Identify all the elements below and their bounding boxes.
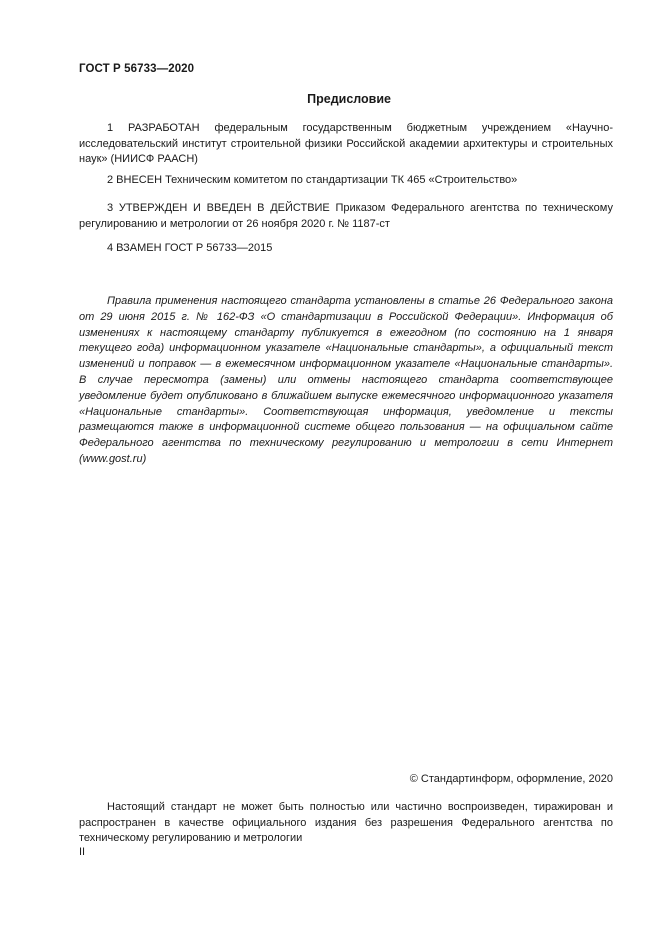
preface-item-text: 3 УТВЕРЖДЕН И ВВЕДЕН В ДЕЙСТВИЕ Приказом Федерального агентства по техническому регулированию и метрологии от 26 ноября 2020 г. № 1187-ст: [79, 202, 613, 230]
application-notice-text: Правила применения настоящего стандарта установлены в статье 26 Федерального закона от 29 июня 2015 г. № 162-ФЗ «О стандартизации в Российской Федерации». Информация об изменениях к настоящему стандарту публикуется в ежегодном (по состоянию на 1 января текущего года) информационном указателе «Национальные стандарты», а официальный текст изменений и поправок — в ежемесячном информационном указателе «Национальные стандарты». В случае пересмотра (замены) или отмены настоящего стандарта соответствующее уведомление будет опубликовано в ближайшем выпуске ежемесячного информационного указателя «Национальные стандарты». Соответствующая информация, уведомление и тексты размещаются также в информационной системе общего пользования — на официальном сайте Федерального агентства по техническому регулированию и метрологии в сети Интернет (www.gost.ru): [79, 295, 613, 465]
application-notice: [79, 294, 613, 468]
preface-item-text: 1 РАЗРАБОТАН федеральным государственным бюджетным учреждением «Научно-исследовательский институт строительной физики Российской академии архитектуры и строительных наук» (НИИСФ РААСН): [79, 122, 613, 165]
preface-title: [79, 92, 613, 108]
preface-item-4: [79, 241, 613, 257]
preface-item-text: 2 ВНЕСЕН Техническим комитетом по стандартизации ТК 465 «Строительство»: [107, 174, 518, 186]
page-number: II: [79, 846, 86, 858]
preface-item-text: 4 ВЗАМЕН ГОСТ Р 56733—2015: [107, 242, 273, 254]
preface-item-1: [79, 121, 613, 168]
legal-notice-text: Настоящий стандарт не может быть полностью или частично воспроизведен, тиражирован и распространен в качестве официального издания без разрешения Федерального агентства по техническому регулированию и метрологии: [79, 801, 613, 844]
preface-title-text: Предисловие: [307, 92, 391, 106]
preface-item-3: [79, 201, 613, 232]
legal-notice: [79, 800, 613, 847]
copyright-line: © Стандартинформ, оформление, 2020: [409, 773, 613, 785]
preface-item-2: [79, 173, 613, 189]
standard-code: ГОСТ Р 56733—2020: [79, 63, 195, 75]
